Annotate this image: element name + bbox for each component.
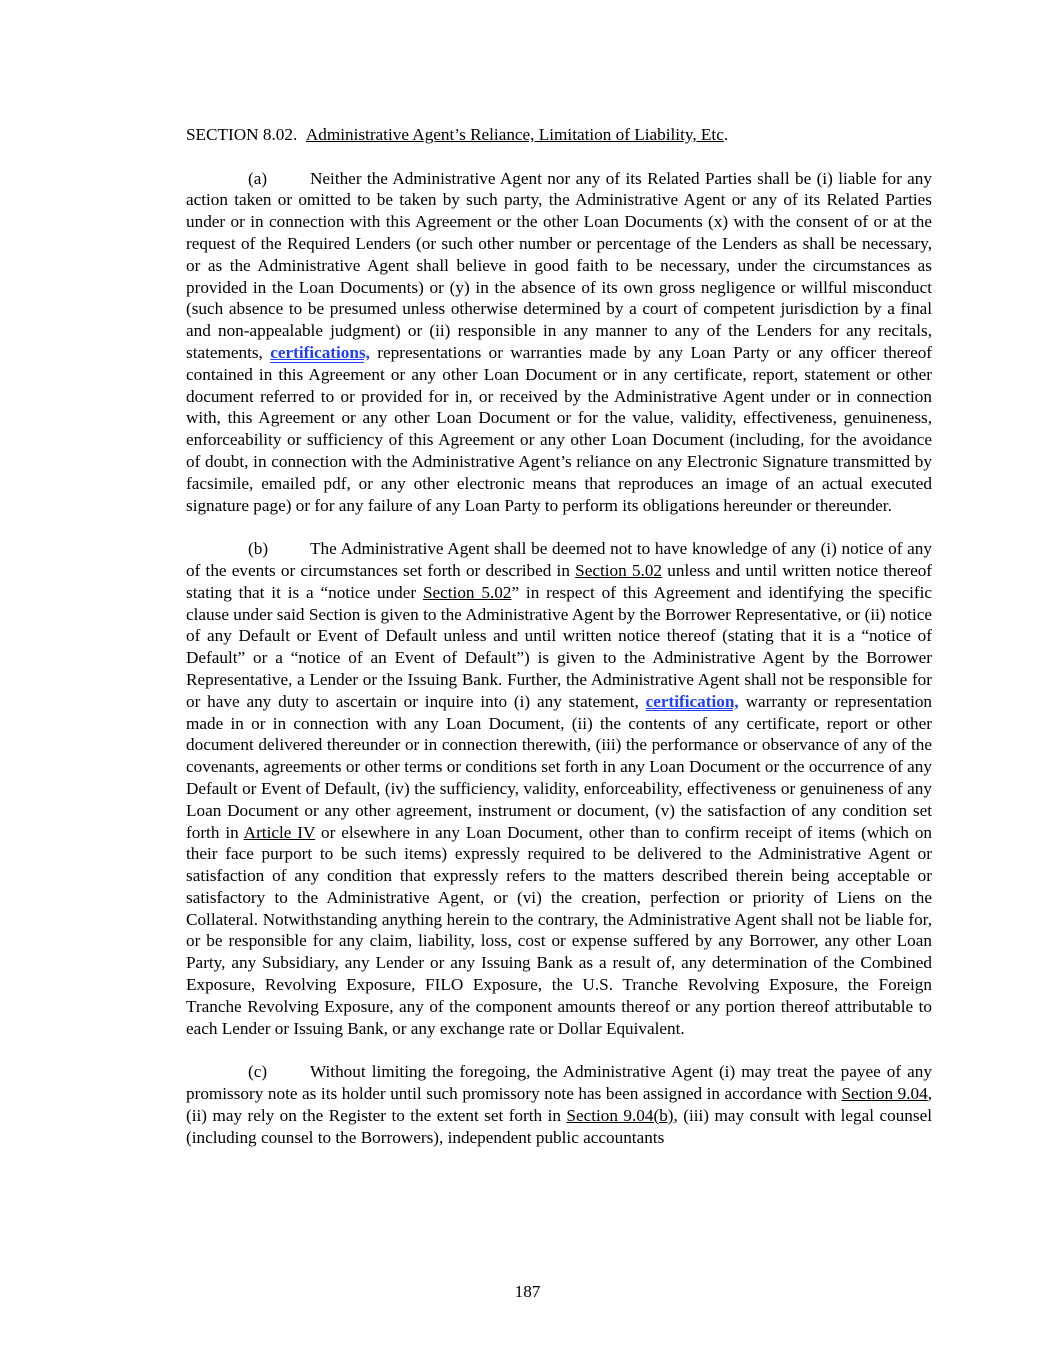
paragraph-label: (b): [248, 539, 269, 559]
page-number: 187: [514, 1282, 541, 1301]
section-title: Administrative Agent’s Reliance, Limitation of Liability, Etc: [305, 125, 724, 144]
section-reference: Section 9.04: [841, 1084, 928, 1104]
paragraph-label: (c): [248, 1062, 268, 1082]
paragraph-c: (c) Without limiting the foregoing, the Administrative Agent (i) may treat the payee of any promissory note as its holder until such promissory note has been assigned in accordance with Section 9.04, (ii) may rely on the Register to the extent set forth in Section 9.04(b), (iii) may consult with legal counsel (including counsel to the Borrowers), independent public accountants: [186, 1062, 932, 1147]
section-reference: Section 5.02: [575, 560, 663, 580]
inserted-text: certification,: [645, 691, 739, 711]
section-heading: SECTION 8.02. Administrative Agent’s Reliance, Limitation of Liability, Etc.: [186, 125, 729, 144]
section-reference: Section 9.04(b): [566, 1105, 674, 1125]
page-body: [186, 124, 932, 1148]
paragraph-b: (b) The Administrative Agent shall be deemed not to have knowledge of any (i) notice of any of the events or circumstances set forth or described in Section 5.02 unless and until written notice thereof stating that it is a “notice under Section 5.02” in respect of this Agreement and identifying the specific clause under said Section is given to the Administrative Agent by the Borrower Representative, or (ii) notice of any Default or Event of Default unless and until written notice thereof (stating that it is a “notice of Default” or a “notice of an Event of Default”) is given to the Administrative Agent by the Borrower Representative, a Lender or the Issuing Bank. Further, the Administrative Agent shall not be responsible for or have any duty to ascertain or inquire into (i) any statement, certification, warranty or representation made in or in connection with any Loan Document, (ii) the contents of any certificate, report or other document delivered thereunder or in connection therewith, (iii) the performance or observance of any of the covenants, agreements or other terms or conditions set forth in any Loan Document or the occurrence of any Default or Event of Default, (iv) the sufficiency, validity, enforceability, effectiveness or genuineness of any Loan Document or any other agreement, instrument or document, (v) the satisfaction of any condition set forth in Article IV or elsewhere in any Loan Document, other than to confirm receipt of items (which on their face purport to be such items) expressly required to be delivered to the Administrative Agent or satisfaction of any condition that expressly refers to the matters described therein being acceptable or satisfactory to the Administrative Agent, or (vi) the creation, perfection or priority of Liens on the Collateral. Notwithstanding anything herein to the contrary, the Administrative Agent shall not be liable for, or be responsible for any claim, liability, loss, cost or expense suffered by any Borrower, any other Loan Party, any Subsidiary, any Lender or any Issuing Bank as a result of, any determination of the Combined Exposure, Revolving Exposure, FILO Exposure, the U.S. Tranche Revolving Exposure, the Foreign Tranche Revolving Exposure, any of the component amounts thereof or any portion thereof attributable to each Lender or Issuing Bank, or any exchange rate or Dollar Equivalent.: [186, 539, 933, 1038]
section-reference: Section 5.02: [422, 582, 512, 602]
paragraph-a: (a) Neither the Administrative Agent nor any of its Related Parties shall be (i) liable for any action taken or omitted to be taken by such party, the Administrative Agent or any of its Related Parties under or in connection with this Agreement or the other Loan Documents (x) with the consent of or at the request of the Required Lenders (or such other number or percentage of the Lenders as shall be necessary, or as the Administrative Agent shall believe in good faith to be necessary, under the circumstances as provided in the Loan Documents) or (y) in the absence of its own gross negligence or willful misconduct (such absence to be presumed unless otherwise determined by a court of competent jurisdiction by a final and non-appealable judgment) or (ii) responsible in any manner to any of the Lenders for any recitals, statements, certifications, representations or warranties made by any Loan Party or any officer thereof contained in this Agreement or any other Loan Document or in any certificate, report, statement or other document referred to or provided for in, or received by the Administrative Agent under or in connection with, this Agreement or any other Loan Document or for the value, validity, effectiveness, genuineness, enforceability or sufficiency of this Agreement or any other Loan Document (including, for the avoidance of doubt, in connection with the Administrative Agent’s reliance on any Electronic Signature transmitted by facsimile, emailed pdf, or any other electronic means that reproduces an image of an actual executed signature page) or for any failure of any Loan Party to perform its obligations hereunder or thereunder.: [186, 168, 933, 515]
article-reference: Article IV: [243, 822, 316, 842]
inserted-text: certifications,: [270, 342, 370, 362]
paragraph-label: (a): [248, 168, 268, 188]
section-number: SECTION 8.02.: [186, 125, 298, 144]
